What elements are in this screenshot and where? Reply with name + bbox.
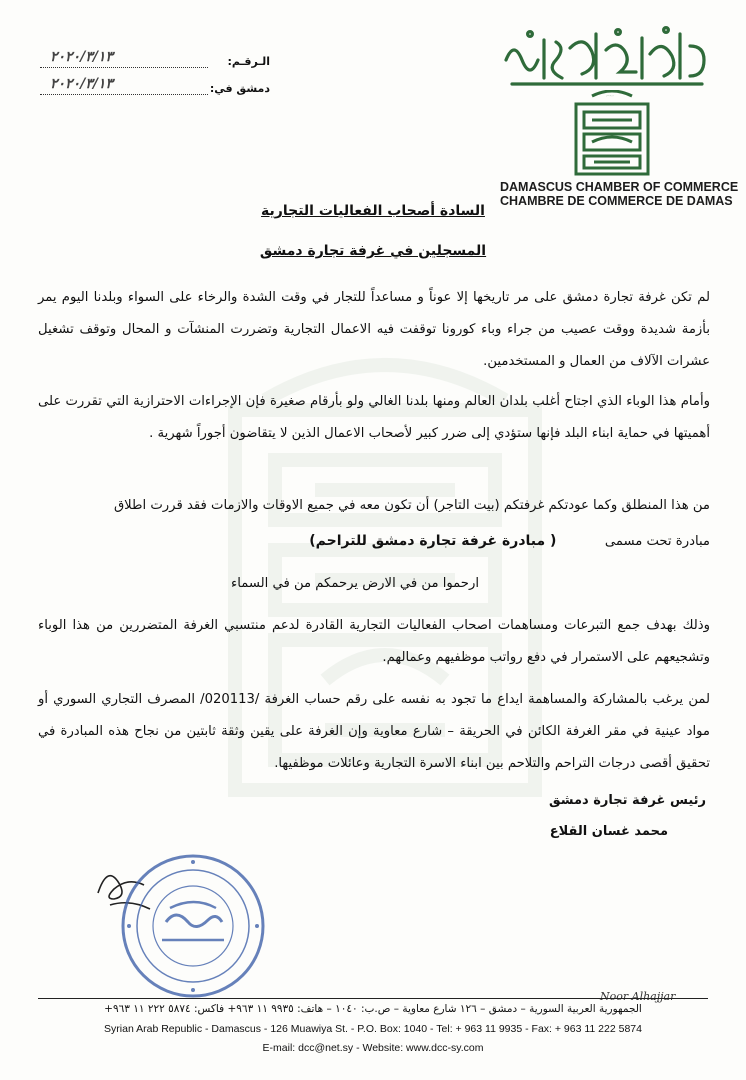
reference-label: الـرقـم: xyxy=(227,55,270,68)
paragraph-2: وأمام هذا الوباء الذي اجتاح أغلب بلدان العالم ومنها بلدنا الغالي ولو بأرقام صغيرة فإن الإجراءات الاحترازية التي تقررت على أهميتها في حماية ابناء البلد فإنها ستؤدي إلى ضرر كبير لأصحاب الاعمال الذين لا يتقاضون أجوراً شهرية . xyxy=(38,394,710,441)
logo-emblem-icon xyxy=(562,90,662,178)
footer-address-english: Syrian Arab Republic - Damascus - 126 Muawiya St. - P.O. Box: 1040 - Tel: + 963 11 9935 - Fax: + 963 11 222 5874 xyxy=(104,1023,642,1035)
paragraph-5: لمن يرغب بالمشاركة والمساهمة ايداع ما تجود به نفسه على رقم حساب الغرفة /020113/ المصرف التجاري السوري أو مواد عينية في مقر الغرفة الكائن في الحريقة – شارع معاوية وإن الغرفة على يقين وثقة ثابتين من نجاح هذه المبادرة في تحقيق أقصى درجات التراحم والتلاحم بين ابناء الاسرة التجارية وعائلات موظفيها. xyxy=(38,692,710,771)
date-handwritten: ٢٠٢٠/٣/١٣ xyxy=(50,76,113,92)
paragraph-3: من هذا المنطلق وكما عودتكم غرفتكم (بيت التاجر) أن تكون معه في جميع الاوقات والازمات فقد قررت اطلاق xyxy=(113,498,710,513)
footer-address-arabic: الجمهورية العربية السورية – دمشق – ١٢٦ شارع معاوية – ص.ب: ١٠٤٠ – هاتف: ٩٩٣٥ ١١ ٩٦٣+ فاكس: ٥٨٧٤ ٢٢٢ ١١ ٩٦٣+ xyxy=(104,1003,642,1015)
reference-block xyxy=(40,49,270,109)
initiative-name: ( مبادرة غرفة تجارة دمشق للتراحم) xyxy=(309,533,557,549)
date-dotted-line xyxy=(40,94,208,95)
official-stamp xyxy=(118,852,268,1000)
date-row xyxy=(40,76,270,109)
footer-contact: E-mail: dcc@net.sy - Website: www.dcc-sy.com xyxy=(262,1042,484,1054)
signatory-name: محمد غسان القلاع xyxy=(549,824,668,839)
chamber-logo xyxy=(500,20,739,208)
logo-english-line-1: DAMASCUS CHAMBER OF COMMERCE xyxy=(500,180,739,194)
letter-heading-2: المسجلين في غرفة تجارة دمشق xyxy=(259,243,487,259)
signatory-title: رئيس غرفة تجارة دمشق xyxy=(549,793,706,808)
paragraph-1: لم تكن غرفة تجارة دمشق على مر تاريخها إلا عوناً و مساعداً للتجار في وقت الشدة والرخاء على السواء وبلدنا اليوم يمر بأزمة شديدة ووقت عصيب من جراء وباء كورونا توقفت فيه الاعمال التجارية وتضررت المنشآت و المحال وتوقف تشغيل عشرات الآلاف من العمال و المستخدمين. xyxy=(38,290,710,369)
initiative-prefix: مبادرة تحت مسمى xyxy=(604,534,710,549)
logo-english-line-2: CHAMBRE DE COMMERCE DE DAMAS xyxy=(500,194,733,208)
letter-heading-1: السادة أصحاب الفعاليات التجارية xyxy=(261,203,485,219)
footer-divider xyxy=(38,998,708,999)
paragraph-4: وذلك بهدف جمع التبرعات ومساهمات اصحاب الفعاليات التجارية القادرة لدعم منتسبي الغرفة المتضررين من هذا الوباء وتشجيعهم على الاستمرار في دفع رواتب موظفيهم وعمالهم. xyxy=(38,618,710,665)
reference-dotted-line xyxy=(40,67,208,68)
reference-handwritten: ٢٠٢٠/٣/١٣ xyxy=(50,49,113,65)
date-label: دمشق في: xyxy=(209,82,270,95)
footer-signature-note: Noor Alhajjar xyxy=(600,990,676,1003)
logo-arabic-text: غرفة تجارة دمشق xyxy=(606,96,614,97)
initiative-line xyxy=(38,533,710,549)
quote-line: ارحموا من في الارض يرحمكم من في السماء xyxy=(231,576,479,591)
logo-arabic-calligraphy xyxy=(500,20,720,98)
